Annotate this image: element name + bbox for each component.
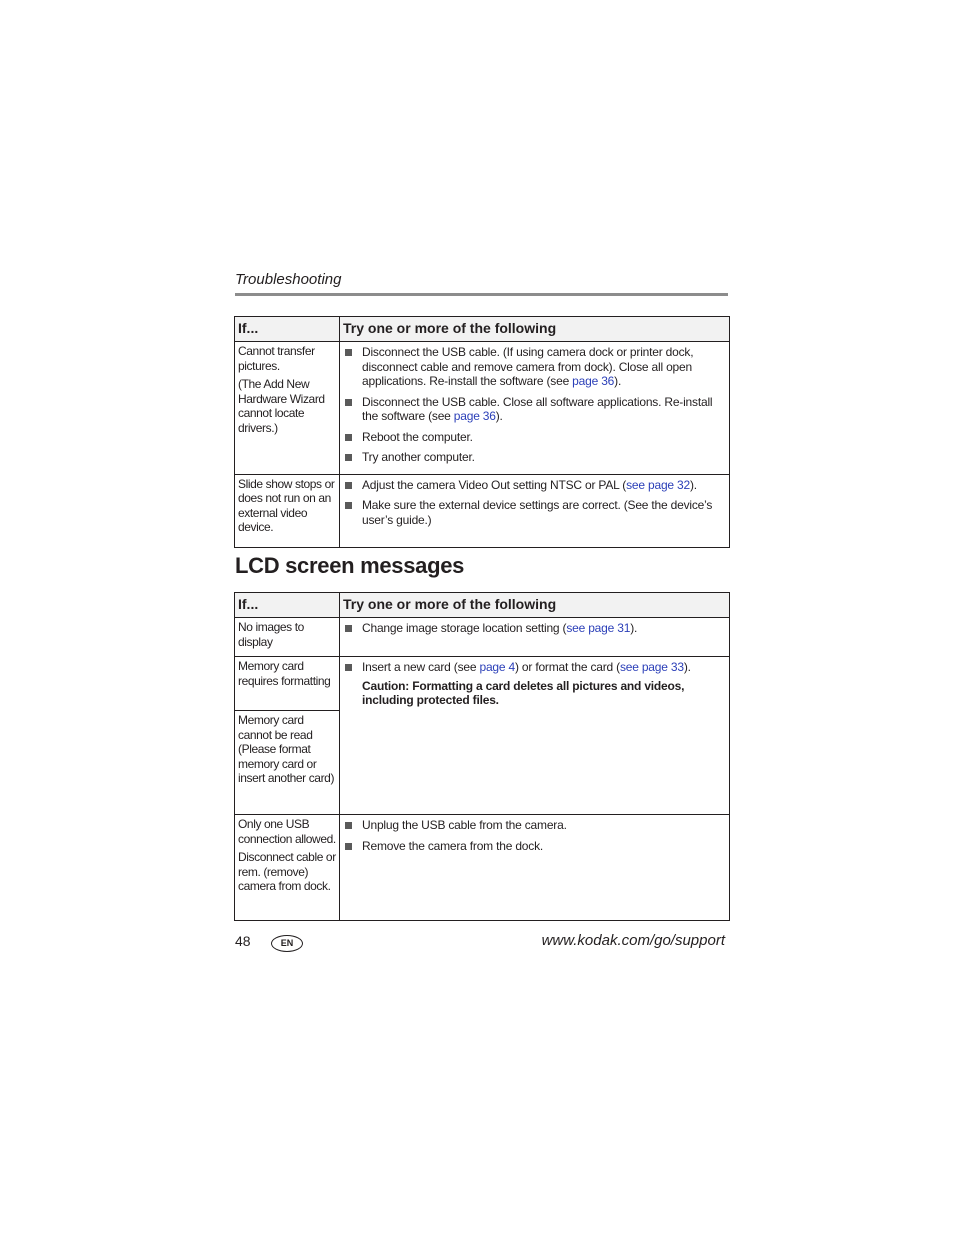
condition-cell <box>235 474 340 547</box>
condition-text: Only one USB connection allowed. <box>238 817 336 846</box>
table-row <box>235 474 730 547</box>
caution-text: Caution: Formatting a card deletes all pictures and videos, including protected files. <box>362 678 685 707</box>
bullet-square-icon <box>345 664 352 671</box>
support-url[interactable]: www.kodak.com/go/support <box>541 932 725 949</box>
condition-cell <box>235 342 340 475</box>
table-row <box>235 657 730 711</box>
list-item: Disconnect the USB cable. Close all software applications. Re-install the software (see page 36). <box>343 395 726 424</box>
column-header-try: Try one or more of the following <box>340 317 730 342</box>
condition-text: (The Add New Hardware Wizard cannot locate drivers.) <box>238 377 325 435</box>
table-row <box>235 618 730 657</box>
page-link[interactable]: page 4 <box>479 660 515 674</box>
page-number: 48 <box>235 933 251 949</box>
lcd-messages-title: LCD screen messages <box>235 553 465 578</box>
condition-cell <box>235 657 340 711</box>
bullet-square-icon <box>345 822 352 829</box>
column-header-if: If... <box>235 317 340 342</box>
page-link[interactable]: page 36 <box>572 374 615 388</box>
page-link[interactable]: see page 31 <box>566 621 631 635</box>
column-header-try: Try one or more of the following <box>340 593 730 618</box>
list-item: Reboot the computer. <box>343 430 726 445</box>
condition-cell <box>235 815 340 921</box>
page-link[interactable]: see page 32 <box>626 477 690 492</box>
bullet-square-icon <box>345 434 352 441</box>
bullet-square-icon <box>345 843 352 850</box>
list-item: Disconnect the USB cable. (If using camera dock or printer dock, disconnect cable and remove camera from dock). Close all open applications. Re-install the software (see page 36). <box>343 345 726 389</box>
solution-cell <box>340 618 730 657</box>
solution-cell <box>340 657 730 815</box>
bullet-square-icon <box>345 399 352 406</box>
table-row <box>235 815 730 921</box>
condition-text: Slide show stops or does not run on an external video device. <box>238 476 335 534</box>
bullet-square-icon <box>345 349 352 356</box>
list-item: Make sure the external device settings are correct. (See the device’s user’s guide.) <box>343 498 726 527</box>
list-item: Adjust the camera Video Out setting NTSC or PAL (see page 32). <box>343 478 726 493</box>
condition-cell <box>235 618 340 657</box>
condition-text: Cannot transfer pictures. <box>238 344 315 373</box>
bullet-square-icon <box>345 502 352 509</box>
condition-text: No images to display <box>238 620 304 649</box>
language-badge: EN <box>271 935 303 952</box>
header-rule <box>235 293 728 296</box>
lcd-messages-table <box>234 592 730 921</box>
list-item: Remove the camera from the dock. <box>343 839 726 854</box>
list-item: Insert a new card (see page 4) or format the card (see page 33). <box>343 660 726 675</box>
list-item: Change image storage location setting (see page 31). <box>343 621 726 636</box>
condition-text: Memory card requires formatting <box>238 659 331 688</box>
page-link[interactable]: page 36 <box>453 409 496 423</box>
solution-cell <box>340 474 730 547</box>
list-item: Try another computer. <box>343 450 726 465</box>
bullet-square-icon <box>345 454 352 461</box>
condition-text: Memory card cannot be read (Please format memory card or insert another card) <box>238 713 335 785</box>
page-link[interactable]: see page 33 <box>619 660 684 674</box>
section-header: Troubleshooting <box>235 271 342 288</box>
bullet-square-icon <box>345 482 352 489</box>
bullet-square-icon <box>345 625 352 632</box>
list-item: Unplug the USB cable from the camera. <box>343 818 726 833</box>
solution-cell <box>340 342 730 475</box>
condition-cell <box>235 711 340 815</box>
table-row <box>235 342 730 475</box>
troubleshooting-table <box>234 316 730 548</box>
solution-cell <box>340 815 730 921</box>
column-header-if: If... <box>235 593 340 618</box>
condition-text: Disconnect cable or rem. (remove) camera from dock. <box>238 850 336 893</box>
